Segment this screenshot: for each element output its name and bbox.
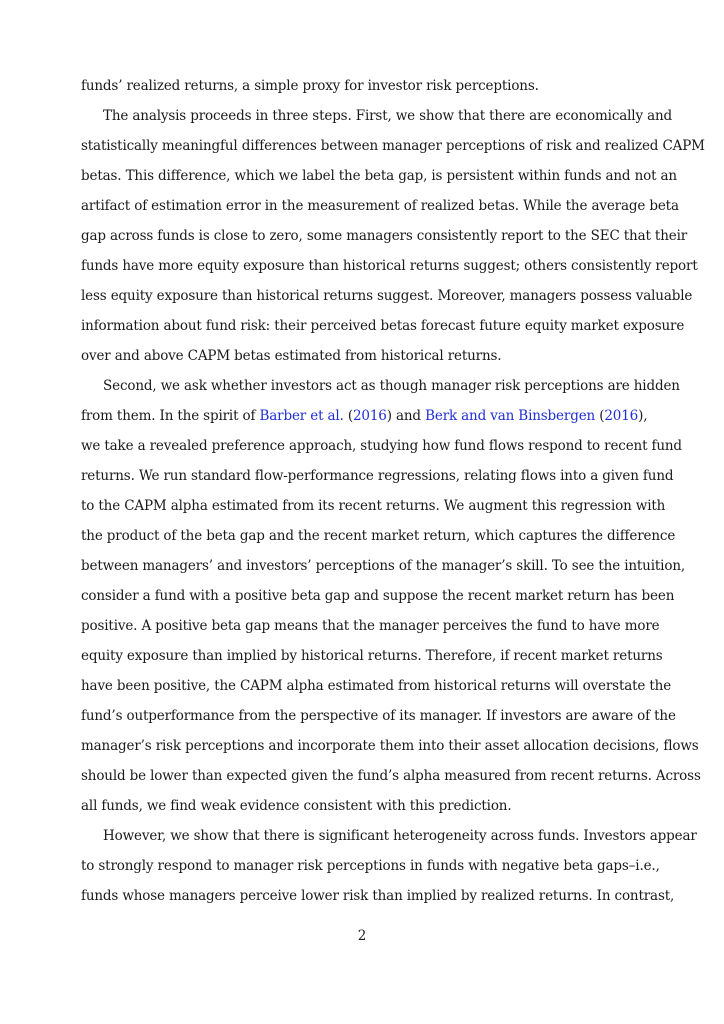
text-line: Second, we ask whether investors act as though manager risk perceptions are hidden: [103, 378, 680, 394]
text-line: we take a revealed preference approach, studying how fund flows respond to recent fund: [81, 438, 682, 454]
text-line: positive. A positive beta gap means that the manager perceives the fund to have more: [81, 618, 660, 634]
text-fragment: from them. In the spirit of: [81, 408, 260, 424]
text-line: equity exposure than implied by historical returns. Therefore, if recent market returns: [81, 648, 663, 664]
text-line: funds’ realized returns, a simple proxy for investor risk perceptions.: [81, 78, 539, 94]
text-fragment: ),: [638, 408, 648, 424]
text-line-with-citations: [81, 401, 648, 431]
text-line: the product of the beta gap and the recent market return, which captures the difference: [81, 528, 676, 544]
paragraph-3: [81, 371, 701, 821]
page-body: [81, 71, 705, 911]
text-line: returns. We run standard flow-performance regressions, relating flows into a given fund: [81, 468, 674, 484]
paragraph-1: [81, 71, 644, 101]
paragraph-4: [81, 821, 697, 911]
text-line: betas. This difference, which we label the beta gap, is persistent within funds and not an: [81, 168, 677, 184]
text-line: information about fund risk: their perceived betas forecast future equity market exposure: [81, 318, 685, 334]
text-line: should be lower than expected given the fund’s alpha measured from recent returns. Across: [81, 768, 701, 784]
citation-year-link-berk[interactable]: 2016: [604, 408, 639, 424]
citation-link-berk[interactable]: Berk and van Binsbergen: [425, 408, 596, 424]
text-line: funds have more equity exposure than historical returns suggest; others consistently report: [81, 258, 698, 274]
text-line: over and above CAPM betas estimated from historical returns.: [81, 348, 502, 364]
text-fragment: ) and: [386, 408, 426, 424]
text-line: artifact of estimation error in the measurement of realized betas. While the average beta: [81, 198, 679, 214]
text-fragment: (: [343, 408, 353, 424]
paragraph-2: [81, 101, 705, 371]
citation-year-link-barber[interactable]: 2016: [352, 408, 387, 424]
text-line: The analysis proceeds in three steps. First, we show that there are economically and: [103, 108, 673, 124]
page-number: 2: [357, 928, 367, 944]
text-line: statistically meaningful differences between manager perceptions of risk and realized CAPM: [81, 138, 705, 154]
text-line: gap across funds is close to zero, some managers consistently report to the SEC that their: [81, 228, 688, 244]
citation-link-barber[interactable]: Barber et al.: [259, 408, 344, 424]
text-line: have been positive, the CAPM alpha estimated from historical returns will overstate the: [81, 678, 672, 694]
text-line: to strongly respond to manager risk perceptions in funds with negative beta gaps–i.e.,: [81, 858, 660, 874]
text-line: between managers’ and investors’ perceptions of the manager’s skill. To see the intuition,: [81, 558, 686, 574]
text-line: consider a fund with a positive beta gap and suppose the recent market return has been: [81, 588, 675, 604]
text-line: manager’s risk perceptions and incorporate them into their asset allocation decisions, flows: [81, 738, 699, 754]
text-line: to the CAPM alpha estimated from its recent returns. We augment this regression with: [81, 498, 666, 514]
text-line: fund’s outperformance from the perspective of its manager. If investors are aware of the: [81, 708, 676, 724]
text-line: funds whose managers perceive lower risk than implied by realized returns. In contrast,: [81, 888, 675, 904]
text-line: less equity exposure than historical returns suggest. Moreover, managers possess valuable: [81, 288, 693, 304]
text-fragment: (: [595, 408, 605, 424]
text-line: However, we show that there is significant heterogeneity across funds. Investors appear: [103, 828, 697, 844]
text-line: all funds, we find weak evidence consistent with this prediction.: [81, 798, 512, 814]
